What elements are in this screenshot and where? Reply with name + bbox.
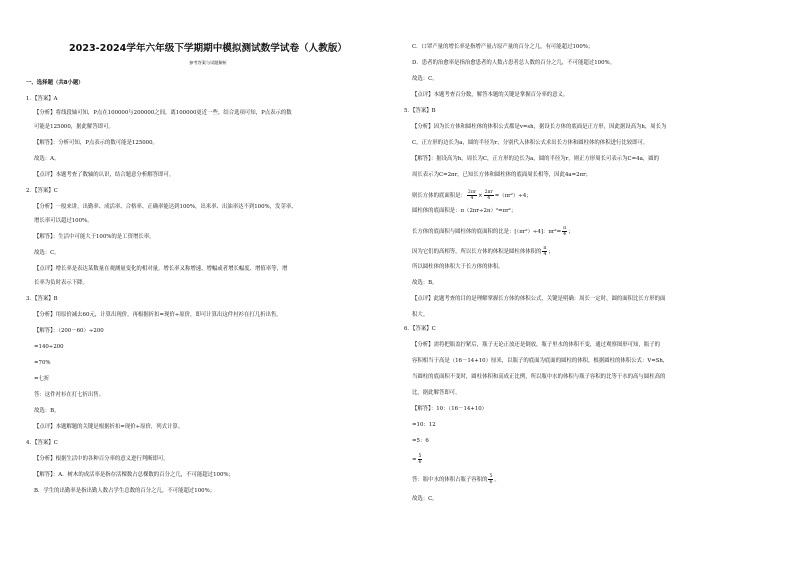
fraction-denominator: 4 [563, 232, 567, 237]
text-line: 2．【答案】C [26, 188, 58, 194]
fraction-numerator: 5 [418, 454, 422, 459]
text-line: 容积相当于高是（16－14+10）厘米，以瓶子的底面为底面的圆柱的体积，根据圆柱的体积公式：V=Sh， [412, 358, 669, 364]
text-line: 故选：C。 [34, 250, 60, 256]
text-line [412, 474, 500, 485]
text-line: 【解答】：10：（16－14+10） [412, 406, 488, 412]
text-line: C，正方形的边长为a，圆的半径为r，分别代入体积公式求出长方体和圆柱体的体积进行比较即可。 [412, 140, 649, 146]
line-text: 长方体的底面积与圆柱体的底面积的比是：[（πr²）÷4]：πr²= [412, 229, 562, 235]
fraction-numerator: 2πr [484, 190, 493, 195]
text-line: 【分析】一般来讲，出勤率、成活率、合格率、正确率能达到100%，出米率、出油率达不到100%，发芽率、 [34, 204, 297, 210]
text-line: 5．【答案】B [404, 108, 436, 114]
math-operator: × [478, 193, 483, 199]
fraction-denominator: 6 [418, 460, 422, 465]
text-line: 【分析】将线段轴可知，P点在100000与200000之间，离100000更近一些，结合选项可知，P点表示的数 [34, 110, 292, 116]
fraction-numerator: 2πr [467, 190, 477, 195]
text-line: 6．【答案】C [404, 326, 436, 332]
line-text: = [412, 457, 417, 463]
text-line: 周长表示为C=2πr，已知长方体和圆柱体的底面周长相等，因此4a=2πr； [412, 172, 592, 178]
text-line: C．口罩产量的增长率是指增产量占原产量的百分之几，有可能超过100%； [412, 44, 594, 50]
line-text-tail: ； [548, 249, 554, 255]
text-line: 长率为负时表示下降。 [34, 280, 88, 286]
text-line: B．学生的出勤率是指出勤人数占学生总数的百分之几，不可能超过100%； [34, 488, 216, 494]
text-line: 可能是125000，据此解答即可。 [34, 124, 114, 130]
fraction [484, 190, 494, 201]
text-line: =10：12 [412, 422, 436, 428]
text-line [412, 454, 423, 465]
line-text-tail: ； [568, 229, 574, 235]
left-column [26, 0, 390, 561]
fraction-numerator: π [543, 246, 547, 251]
page-subtitle: 参考答案与试题解析 [189, 60, 227, 65]
text-line: 积大。 [412, 312, 429, 318]
text-line: 故选：A。 [34, 156, 60, 162]
text-line: 【分析】需将把瓶盖拧紧后，瓶子无论正放还是倒放，瓶子里水的体积不变，通过观察图形可知，瓶子的 [412, 342, 660, 348]
fraction [542, 246, 547, 257]
fraction-denominator: 4 [470, 196, 474, 201]
text-line: 【解答】：（200－60）÷200 [34, 328, 104, 334]
text-line: 【点评】本题考查百分数，解答本题的关键是掌握百分率的意义。 [412, 92, 569, 98]
line-text-tail: =（πr²）÷4； [494, 193, 532, 199]
text-line: 增长率可以超过100%。 [34, 218, 93, 224]
text-line: 比，据此解答即可。 [412, 390, 461, 396]
text-line: 4．【答案】C [26, 440, 58, 446]
text-line: 答：这件衬衫在打七折出售。 [34, 392, 105, 398]
fraction-denominator: 4 [487, 196, 491, 201]
text-line: 【分析】因为长方体和圆柱体的体积公式都是v=sh，据设长方体的底面是正方形，因此据设高为h，周长为 [412, 124, 667, 130]
right-column [404, 0, 774, 561]
text-line: 【点评】本题解题的关键是根据折扣=现价÷原价，列式计算。 [34, 424, 184, 430]
text-line: 3．【答案】B [26, 296, 58, 302]
fraction [467, 190, 477, 201]
fraction-numerator: π [563, 226, 567, 231]
fraction-numerator: 5 [489, 474, 493, 479]
text-line: 1．【答案】A [26, 96, 58, 102]
text-line: 故选：B。 [34, 408, 60, 414]
text-line: 一、选择题（共8小题） [26, 80, 84, 86]
fraction-denominator: 6 [489, 480, 493, 485]
text-line: 【分析】用原价减去60元，计算出现价，再根据折扣=现价÷原价，即可计算出这件衬衫在打几折出售。 [34, 312, 282, 318]
text-line: 【点评】本题考查了数轴的认识，结合题意分析解答即可。 [34, 172, 175, 178]
page-title: 2023-2024学年六年级下学期期中模拟测试数学试卷（人教版） [68, 43, 348, 54]
text-line: 【解答】：分析可知，P点表示的数可能是125000。 [34, 140, 158, 146]
text-line: 【分析】根据生活中的各种百分率的意义进行判断即可。 [34, 456, 169, 462]
text-line: 【点评】此题考查的目的是理解掌握长方体的体积公式，关键是明确：周长一定时，圆的面积比长方形的面 [412, 296, 666, 302]
text-line: =70% [34, 360, 51, 366]
text-line: =七折 [34, 376, 50, 382]
fraction [562, 226, 567, 237]
text-line: 故选：C。 [412, 76, 438, 82]
text-line: 当圆柱的底面积不变时，圆柱体积和高成正比例，所以瓶中水的体积与瓶子容积的比等于水的高与圆柱高的 [412, 374, 666, 380]
text-line [412, 246, 554, 257]
text-line: =140÷200 [34, 344, 64, 350]
line-text: 则长方体的底面积是： [412, 193, 466, 199]
text-line: =5：6 [412, 438, 429, 444]
fraction [418, 454, 423, 465]
text-line: 故选：C。 [412, 496, 438, 502]
line-text-tail: 。 [494, 477, 500, 483]
text-line: 【解答】：生活中可能大于100%的是工资增长率。 [34, 234, 155, 240]
text-line: 所以圆柱体的体积大于长方体的体积。 [412, 264, 504, 270]
fraction-denominator: 4 [543, 252, 547, 257]
text-line: 【点评】增长率是表达某数量在观测量变化的相对量。增长率又称增速、增幅或者增长幅度、增值率等，增 [34, 266, 288, 272]
text-line: 故选：B。 [412, 280, 438, 286]
line-text: 因为它们的高相等，所以长方体的体积是圆柱体体积的 [412, 249, 542, 255]
text-line: 【解答】：A．树木的成活率是指存活棵数占总棵数的百分之几，不可能超过100%； [34, 472, 234, 478]
line-text: 答：瓶中水的体积占瓶子容积的 [412, 477, 488, 483]
fraction [488, 474, 493, 485]
text-line: D．患者的治愈率是指治愈患者的人数占患者总人数的百分之几，不可能超过100%。 [412, 60, 616, 66]
text-line [412, 226, 574, 237]
text-line: 圆柱体的底面积是：π（2πr÷2π）²=πr²； [412, 208, 517, 214]
text-line: 【解答】：据设高为h，周长为C，正方形的边长为a，圆的半径为r，则正方形周长可表示为C=4a，圆的 [412, 156, 659, 162]
text-line [412, 190, 532, 201]
